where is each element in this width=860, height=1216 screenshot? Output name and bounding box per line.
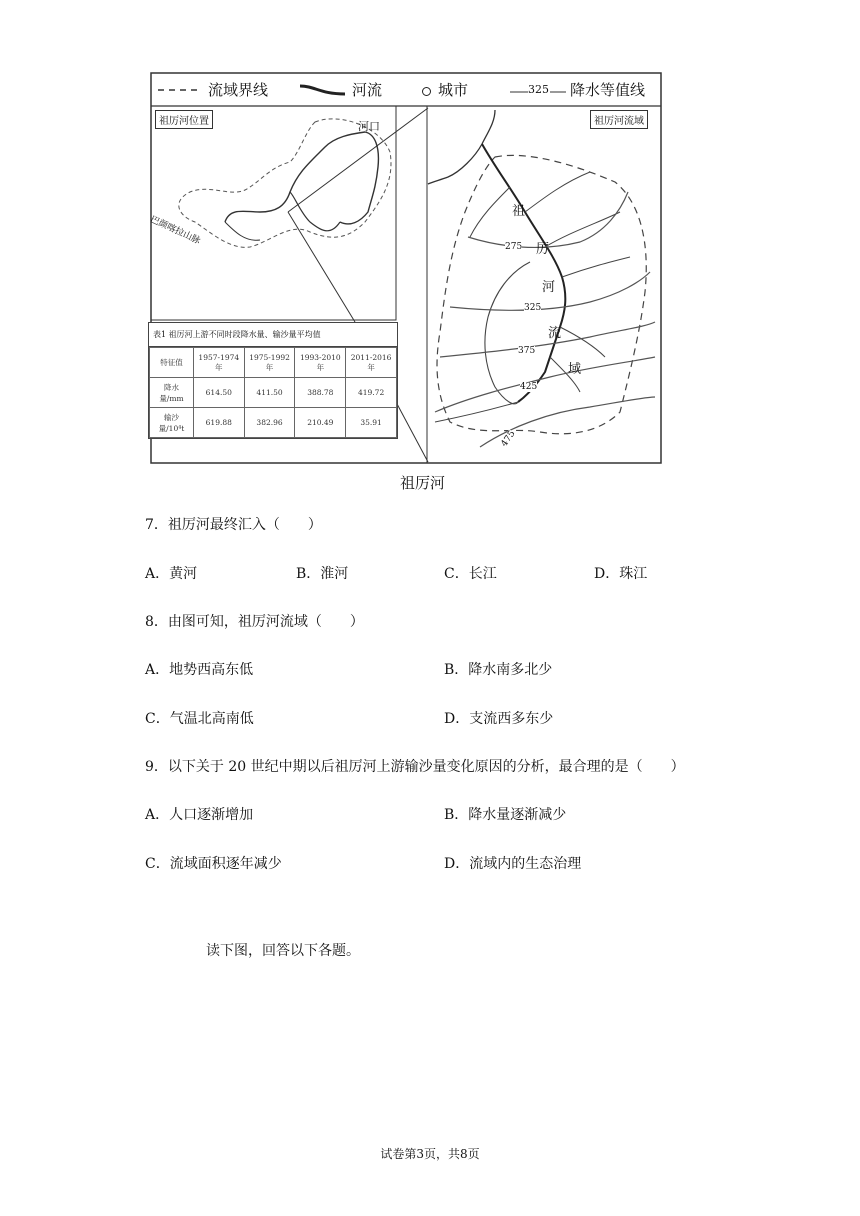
table-row bbox=[150, 408, 397, 438]
river-char-4: 流 bbox=[548, 326, 562, 341]
left-panel-title: 祖厉河位置 bbox=[155, 110, 213, 129]
table-cell: 614.50 bbox=[193, 378, 244, 408]
question-7-option-a[interactable]: A．黄河 bbox=[145, 566, 198, 582]
question-8-option-a[interactable]: A．地势西高东低 bbox=[145, 662, 254, 678]
table-header-row bbox=[150, 348, 397, 378]
data-table bbox=[148, 322, 398, 439]
legend-isoline-label: 降水等值线 bbox=[570, 81, 646, 99]
question-8-option-b[interactable]: B．降水南多北少 bbox=[444, 662, 553, 678]
question-8-stem: 8．由图可知，祖厉河流域（ ） bbox=[145, 614, 364, 630]
table-header-cell: 2011-2016年 bbox=[346, 348, 397, 378]
river-char-2: 厉 bbox=[536, 242, 550, 257]
question-9-option-c[interactable]: C．流域面积逐年减少 bbox=[145, 856, 282, 872]
figure-zuli-river bbox=[150, 72, 662, 464]
question-8-option-d[interactable]: D．支流西多东少 bbox=[444, 711, 554, 727]
table-cell: 388.78 bbox=[295, 378, 346, 408]
table-header-cell: 1957-1974年 bbox=[193, 348, 244, 378]
legend-isoline-value: 325 bbox=[528, 83, 549, 96]
table-cell: 619.88 bbox=[193, 408, 244, 438]
question-7-option-c[interactable]: C．长江 bbox=[444, 566, 497, 582]
question-7-option-b[interactable]: B．淮河 bbox=[296, 566, 349, 582]
city-symbol-icon bbox=[422, 87, 431, 96]
table-row bbox=[150, 378, 397, 408]
table-cell: 419.72 bbox=[346, 378, 397, 408]
question-9-option-a[interactable]: A．人口逐渐增加 bbox=[145, 807, 254, 823]
question-7-stem: 7．祖厉河最终汇入（ ） bbox=[145, 517, 322, 533]
page-footer: 试卷第3页，共8页 bbox=[380, 1147, 480, 1161]
river-char-1: 祖 bbox=[512, 204, 526, 219]
river-char-3: 河 bbox=[542, 280, 556, 295]
table-row-label: 降水量/mm bbox=[150, 378, 194, 408]
question-7-option-d[interactable]: D．珠江 bbox=[594, 566, 648, 582]
table-row-label: 输沙量/10⁴t bbox=[150, 408, 194, 438]
legend-river-label: 河流 bbox=[352, 81, 383, 99]
legend-city-label: 城市 bbox=[438, 81, 469, 99]
question-8-option-c[interactable]: C．气温北高南低 bbox=[145, 711, 254, 727]
hekou-label: 河口 bbox=[358, 120, 380, 133]
legend-boundary-label: 流域界线 bbox=[208, 81, 269, 99]
table-cell: 35.91 bbox=[346, 408, 397, 438]
table-caption: 表1 祖厉河上游不同时段降水量、输沙量平均值 bbox=[149, 323, 397, 347]
instruction-text: 读下图，回答以下各题。 bbox=[206, 943, 360, 959]
isoline-375-label: 375 bbox=[518, 346, 536, 356]
mountain-label: 巴颜喀拉山脉 bbox=[148, 214, 202, 247]
question-9-option-b[interactable]: B．降水量逐渐减少 bbox=[444, 807, 567, 823]
question-9-option-d[interactable]: D．流域内的生态治理 bbox=[444, 856, 582, 872]
table-cell: 382.96 bbox=[244, 408, 295, 438]
table-cell: 210.49 bbox=[295, 408, 346, 438]
isoline-475-label: 475 bbox=[499, 429, 518, 449]
table-cell: 411.50 bbox=[244, 378, 295, 408]
question-9-stem: 9．以下关于 20 世纪中期以后祖厉河上游输沙量变化原因的分析，最合理的是（ ） bbox=[145, 759, 685, 775]
isoline-275-label: 275 bbox=[505, 242, 523, 252]
river-char-5: 域 bbox=[568, 362, 582, 377]
isoline-425-label: 425 bbox=[520, 382, 538, 392]
table-header-cell: 1975-1992年 bbox=[244, 348, 295, 378]
figure-caption: 祖厉河 bbox=[400, 474, 446, 492]
table-header-cell: 特征值 bbox=[150, 348, 194, 378]
table-header-cell: 1993-2010年 bbox=[295, 348, 346, 378]
isoline-325-label: 325 bbox=[524, 303, 542, 313]
right-panel-title: 祖厉河流域 bbox=[590, 110, 648, 129]
